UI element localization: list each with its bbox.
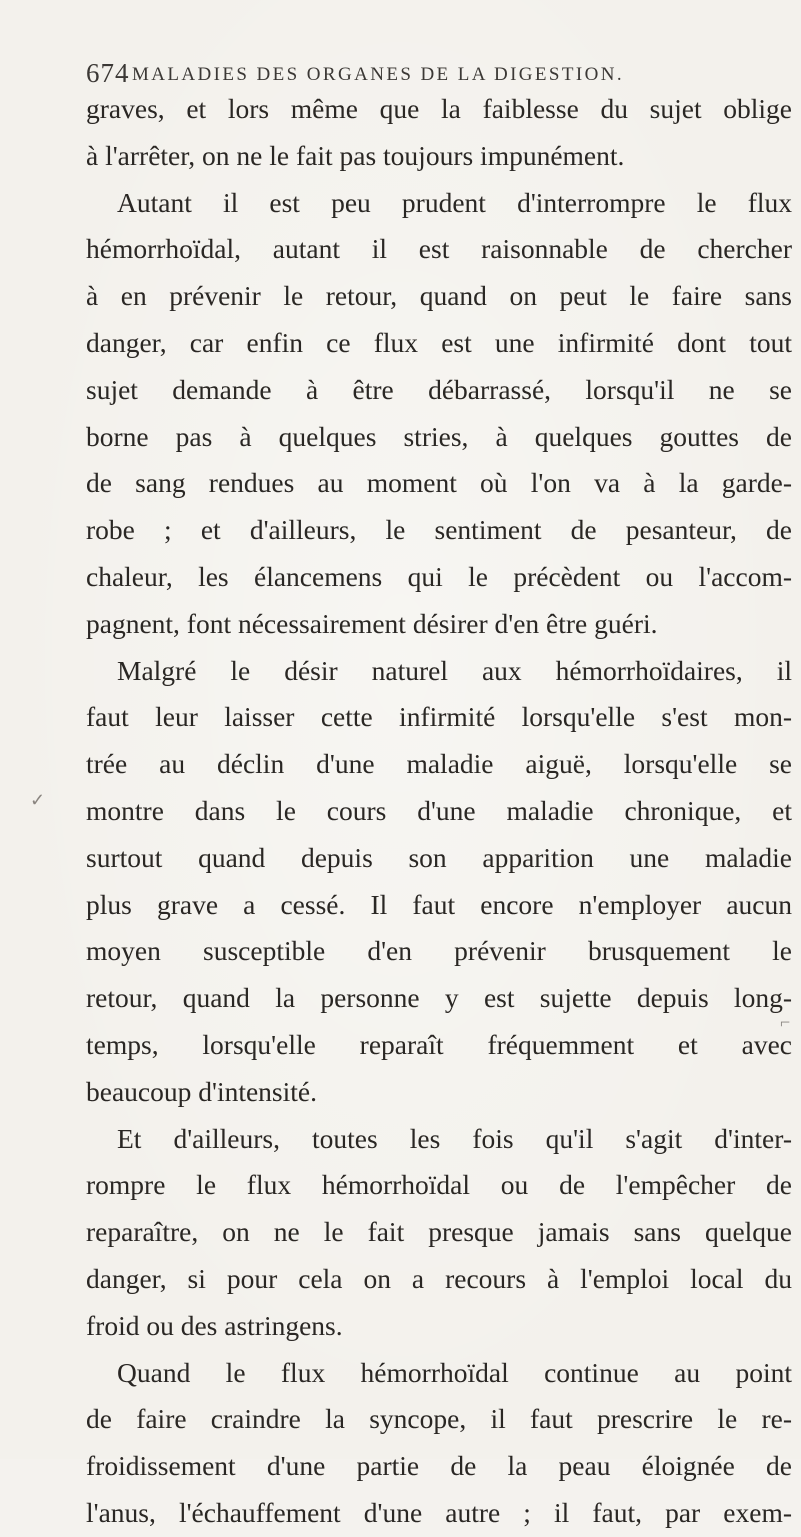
- text-line: l'anus, l'échauffement d'une autre ; il faut, par exem-: [86, 1496, 792, 1528]
- text-line: plus grave a cessé. Il faut encore n'employer aucun: [86, 888, 792, 920]
- margin-mark: ⌐: [780, 1012, 791, 1032]
- text-line: Autant il est peu prudent d'interrompre le flux: [117, 186, 792, 218]
- text-line: de sang rendues au moment où l'on va à la garde-: [86, 467, 792, 499]
- text-line: moyen susceptible d'en prévenir brusquement le: [86, 935, 792, 967]
- text-line: pagnent, font nécessairement désirer d'en être guéri.: [86, 607, 658, 639]
- text-line: faut leur laisser cette infirmité lorsqu'elle s'est mon-: [86, 701, 792, 733]
- text-line: à l'arrêter, on ne le fait pas toujours impunément.: [86, 139, 625, 171]
- text-line: temps, lorsqu'elle reparaît fréquemment et avec: [86, 1028, 792, 1060]
- margin-mark: ✓: [30, 790, 46, 810]
- text-line: montre dans le cours d'une maladie chronique, et: [86, 794, 792, 826]
- text-line: retour, quand la personne y est sujette depuis long-: [86, 982, 792, 1014]
- text-line: surtout quand depuis son apparition une maladie: [86, 841, 792, 873]
- body-text: [86, 86, 792, 1537]
- text-line: froid ou des astringens.: [86, 1309, 343, 1341]
- text-line: rompre le flux hémorrhoïdal ou de l'empêcher de: [86, 1169, 792, 1201]
- text-line: sujet demande à être débarrassé, lorsqu'il ne se: [86, 373, 792, 405]
- text-line: Quand le flux hémorrhoïdal continue au point: [117, 1356, 792, 1388]
- text-line: graves, et lors même que la faiblesse du sujet oblige: [86, 93, 792, 124]
- text-line: danger, car enfin ce flux est une infirmité dont tout: [86, 326, 792, 358]
- text-line: danger, si pour cela on a recours à l'emploi local du: [86, 1262, 792, 1294]
- text-line: borne pas à quelques stries, à quelques gouttes de: [86, 420, 792, 452]
- text-line: reparaître, on ne le fait presque jamais sans quelque: [86, 1216, 792, 1248]
- text-line: beaucoup d'intensité.: [86, 1075, 317, 1107]
- text-line: chaleur, les élancemens qui le précèdent ou l'accom-: [86, 560, 792, 592]
- page-number: 674: [86, 58, 130, 88]
- text-line: robe ; et d'ailleurs, le sentiment de pesanteur, de: [86, 514, 792, 546]
- text-line: froidissement d'une partie de la peau éloignée de: [86, 1450, 792, 1482]
- text-line: trée au déclin d'une maladie aiguë, lorsqu'elle se: [86, 748, 792, 780]
- text-line: de faire craindre la syncope, il faut prescrire le re-: [86, 1403, 792, 1435]
- text-line: hémorrhoïdal, autant il est raisonnable de chercher: [86, 233, 792, 265]
- text-line: Malgré le désir naturel aux hémorrhoïdaires, il: [117, 654, 792, 686]
- text-line: à en prévenir le retour, quand on peut le faire sans: [86, 280, 792, 312]
- running-title: MALADIES DES ORGANES DE LA DIGESTION.: [132, 64, 625, 85]
- text-line: Et d'ailleurs, toutes les fois qu'il s'agit d'inter-: [117, 1122, 792, 1154]
